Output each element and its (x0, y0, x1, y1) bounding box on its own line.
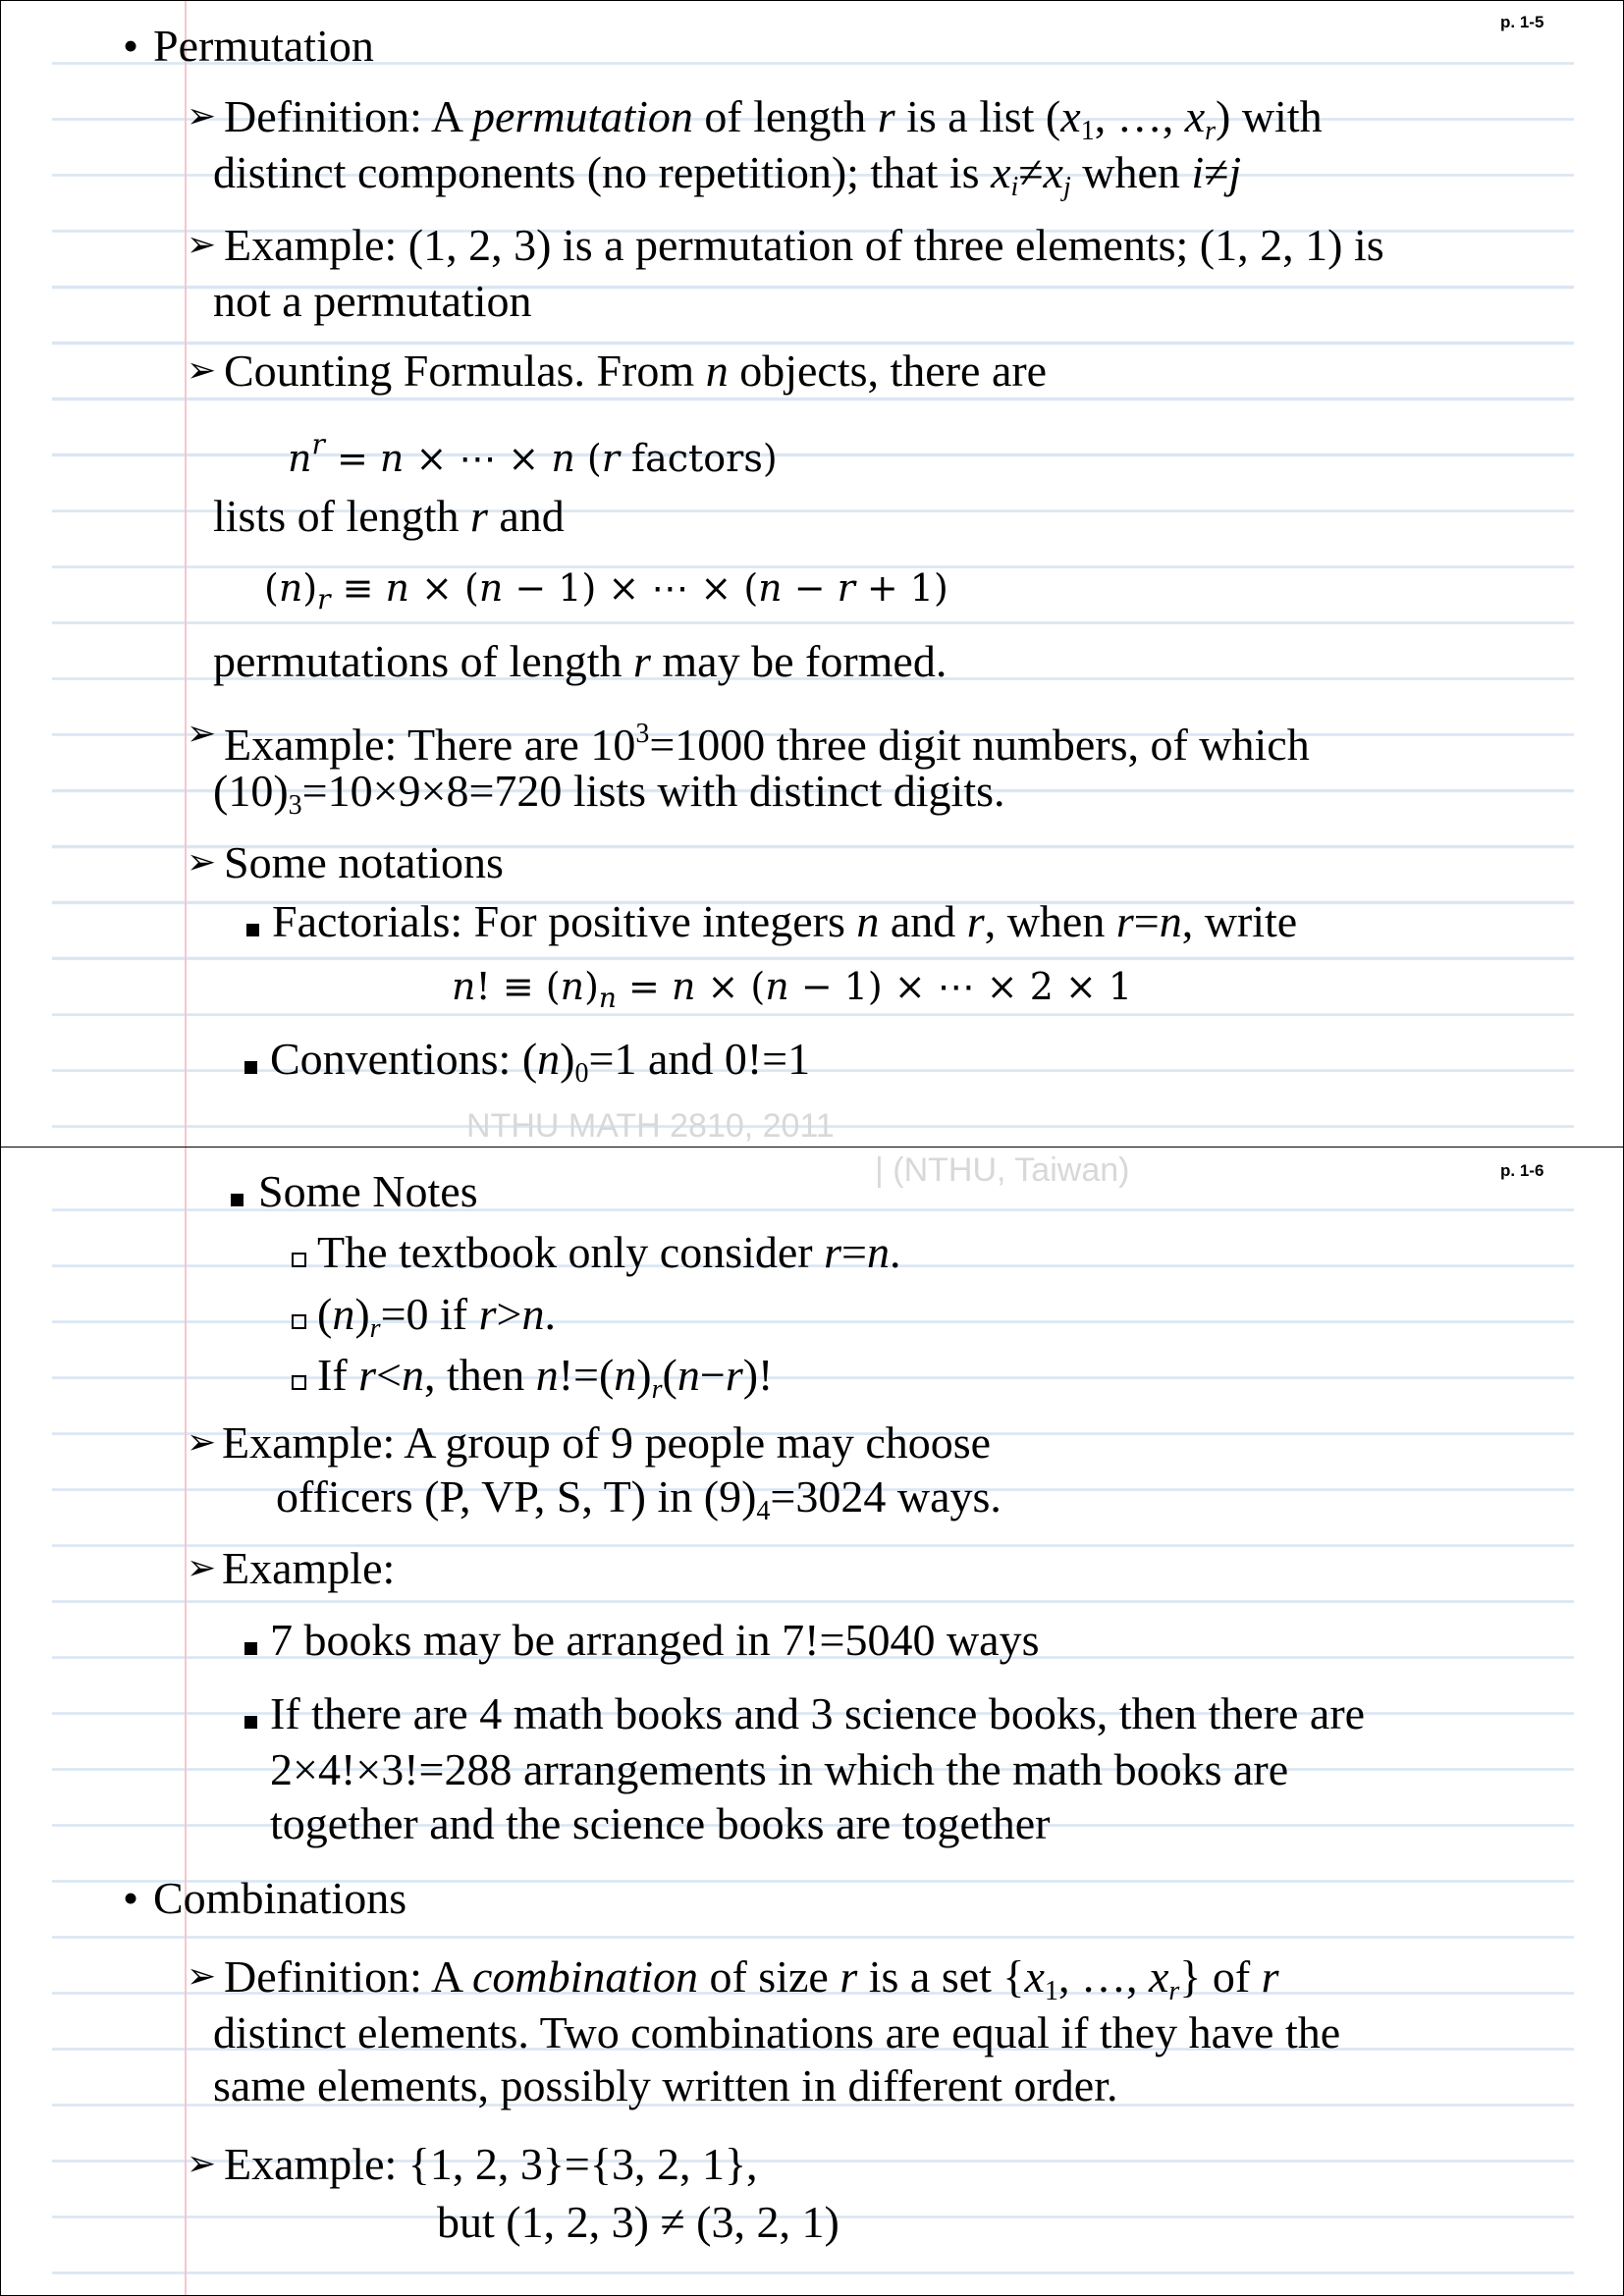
text-segment: but (1, 2, 3) ≠ (3, 2, 1) (437, 2197, 839, 2247)
text-segment: ( (317, 1289, 333, 1339)
formula-factorial (452, 959, 1132, 1026)
text-segment: ) (302, 566, 318, 610)
text-segment: )! (742, 1350, 774, 1400)
text-segment: permutations of length (213, 636, 633, 686)
left-edge (1, 1, 52, 1147)
example-item (270, 1686, 1365, 1741)
text-segment: (10) (213, 766, 289, 816)
text-segment: r (651, 1374, 663, 1405)
text-segment: , …, (1094, 91, 1185, 141)
text-segment: =1000 three digit numbers, of which (649, 720, 1310, 770)
text-segment: − (699, 1350, 726, 1400)
text-segment: r (601, 437, 620, 480)
text-segment: not a permutation (213, 276, 532, 326)
text-segment: r (469, 491, 488, 541)
text-segment: Example: {1, 2, 3}={3, 2, 1}, (224, 2139, 758, 2189)
text-segment: ≡ (330, 566, 386, 610)
text-segment: n (598, 982, 617, 1014)
example-line (213, 274, 531, 329)
text-segment: x (1043, 147, 1063, 197)
definition-line (213, 145, 1241, 215)
text-segment: together and the science books are together (270, 1798, 1051, 1848)
text-segment: permutation (472, 91, 693, 141)
text-segment: n (288, 437, 312, 480)
example-line (224, 2137, 758, 2192)
factorials-line (272, 894, 1297, 949)
text-segment: n (671, 965, 696, 1008)
bullet-icon: • (123, 21, 139, 71)
text-segment: 4 (756, 1496, 771, 1526)
text-segment: ) (560, 1034, 575, 1084)
text-segment: Example: (222, 1543, 396, 1593)
hollow-square-bullet-icon (292, 1287, 306, 1342)
watermark-course: NTHU MATH 2810, 2011 (466, 1107, 835, 1145)
right-edge (1574, 1148, 1623, 2295)
text-segment: n (332, 1289, 355, 1339)
note-item (317, 1225, 900, 1280)
text-segment: and (487, 491, 565, 541)
text-segment: =3024 ways. (770, 1471, 1001, 1522)
text-segment: of length (692, 91, 878, 141)
conventions-line (270, 1032, 810, 1101)
text-segment: = (841, 1227, 867, 1277)
text-segment: 1 (1044, 1976, 1058, 2006)
text-segment: x (1148, 1951, 1169, 2002)
text-segment: = (1133, 896, 1160, 946)
text-segment: = (324, 437, 380, 480)
text-segment: distinct elements. Two combinations are equal if they have the (213, 2007, 1341, 2057)
text-segment: Example: There are 10 (224, 720, 636, 770)
text-segment: × ( (695, 965, 766, 1008)
example-line (222, 1415, 991, 1470)
text-segment: ( (574, 437, 602, 480)
text-segment: . (889, 1227, 901, 1277)
example-line (224, 218, 1384, 273)
text-segment: r (725, 1350, 743, 1400)
text-segment: n (478, 566, 504, 610)
text-segment: when (1070, 147, 1192, 197)
text-segment: n (402, 1350, 424, 1400)
text-segment: Example: (1, 2, 3) is a permutation of three elements; (1, 2, 1) is (224, 220, 1384, 270)
example-item (270, 1796, 1050, 1851)
text-segment: + 1) (854, 566, 948, 610)
square-bullet-icon (231, 1164, 244, 1219)
text-segment: r (837, 566, 855, 610)
counting-line (224, 344, 1047, 399)
page-label: p. 1-5 (1500, 13, 1544, 31)
text-segment: distinct components (no repetition); that is (213, 147, 992, 197)
text-segment: ≠ (1018, 147, 1044, 197)
note-item (317, 1348, 773, 1417)
margin-line (185, 1, 187, 1147)
page-label: p. 1-6 (1500, 1161, 1544, 1180)
text-segment: n (1159, 896, 1182, 946)
text-segment: , write (1181, 896, 1298, 946)
text-segment: Factorials: For positive integers (272, 896, 857, 946)
text-segment: 2×4!×3!=288 arrangements in which the math books are (270, 1744, 1289, 1794)
text-segment: x (1060, 91, 1081, 141)
heading-combinations (153, 1871, 406, 1926)
text-segment: r (1168, 1976, 1180, 2006)
text-segment: 3 (635, 719, 650, 749)
arrow-bullet-icon: ➢ (187, 225, 217, 265)
text-segment: r (966, 896, 985, 946)
note-item (317, 1287, 556, 1357)
right-edge (1574, 1, 1623, 1147)
text-segment: Definition: A (224, 1951, 472, 2002)
text-segment: r (1115, 896, 1134, 946)
arrow-bullet-icon: ➢ (187, 350, 217, 391)
text-segment: , …, (1057, 1951, 1149, 2002)
text-segment: r (369, 1313, 381, 1344)
hollow-square-bullet-icon (292, 1225, 306, 1280)
text-segment: and (879, 896, 967, 946)
square-bullet-icon (244, 1032, 257, 1087)
text-segment: Conventions: ( (270, 1034, 538, 1084)
text-segment: ( (264, 566, 279, 610)
text-segment: r (478, 1289, 497, 1339)
notations-line (224, 835, 504, 890)
definition-line (213, 2005, 1340, 2060)
text-segment: r (824, 1227, 842, 1277)
text-segment: n (551, 437, 575, 480)
text-segment: ) with (1216, 91, 1323, 141)
example-item (270, 1613, 1039, 1668)
text-segment: The textbook only consider (317, 1227, 825, 1277)
text-segment: r (632, 636, 651, 686)
bullet-icon: • (123, 1873, 139, 1923)
text-segment: n (521, 1289, 545, 1339)
text-segment: j (1228, 147, 1242, 197)
text-line (213, 634, 947, 689)
formula-falling-factorial (264, 561, 948, 627)
text-segment: r (1261, 1951, 1279, 2002)
definition-line (213, 2058, 1117, 2113)
text-segment: < (376, 1350, 402, 1400)
text-segment: n (677, 1350, 700, 1400)
text-segment: i (1191, 147, 1205, 197)
text-segment: Combinations (153, 1873, 407, 1923)
text-segment: i (1010, 172, 1019, 202)
text-segment: objects, there are (728, 346, 1048, 396)
text-segment: 3 (288, 790, 302, 821)
text-segment: r (877, 91, 895, 141)
text-segment: If (317, 1350, 359, 1400)
slide-page-1-6 (0, 1147, 1624, 2296)
hollow-square-bullet-icon (292, 1348, 306, 1403)
text-segment: n (385, 566, 410, 610)
text-segment: Example: A group of 9 people may choose (222, 1417, 992, 1468)
arrow-bullet-icon: ➢ (187, 96, 217, 136)
text-segment: n (765, 965, 789, 1008)
square-bullet-icon (246, 894, 259, 949)
text-segment: j (1062, 172, 1071, 202)
text-segment: r (358, 1350, 377, 1400)
text-segment: r (839, 1951, 858, 2002)
text-segment: n (278, 566, 303, 610)
text-segment: − 1) × ⋯ × 2 × 1 (788, 965, 1133, 1008)
arrow-bullet-icon: ➢ (187, 842, 217, 882)
text-segment: If there are 4 math books and 3 science books, then there are (270, 1688, 1366, 1738)
text-segment: lists of length (213, 491, 470, 541)
text-segment: } of (1179, 1951, 1262, 2002)
text-segment: Definition: A (224, 91, 472, 141)
text-segment: × ( (409, 566, 479, 610)
example-line (222, 1541, 395, 1596)
text-line (213, 489, 565, 544)
example-item (270, 1742, 1288, 1797)
text-segment: !=( (558, 1350, 615, 1400)
arrow-bullet-icon: ➢ (187, 1956, 217, 1997)
margin-line (185, 1148, 187, 2295)
text-segment: =0 if (380, 1289, 479, 1339)
text-segment: x (991, 147, 1011, 197)
text-segment: n (537, 1034, 561, 1084)
text-segment: . (544, 1289, 556, 1339)
text-segment: ) (584, 965, 599, 1008)
text-segment: Permutation (153, 21, 374, 71)
text-segment: , when (984, 896, 1116, 946)
text-segment: officers (P, VP, S, T) in (9) (276, 1471, 757, 1522)
watermark-affiliation: | (NTHU, Taiwan) (875, 1151, 1130, 1189)
text-segment: of size (697, 1951, 840, 2002)
text-segment: − (782, 566, 838, 610)
text-segment: n (614, 1350, 637, 1400)
text-segment: is a set { (857, 1951, 1025, 2002)
text-segment: n (560, 965, 585, 1008)
text-segment: n (758, 566, 783, 610)
arrow-bullet-icon: ➢ (187, 714, 217, 754)
square-bullet-icon (244, 1686, 257, 1741)
text-segment: = (616, 965, 672, 1008)
text-segment: Some Notes (258, 1166, 478, 1216)
example-line (224, 707, 1310, 773)
example-line (437, 2195, 839, 2250)
arrow-bullet-icon: ➢ (187, 2144, 217, 2184)
text-segment: ) (354, 1289, 370, 1339)
formula-power (288, 417, 778, 486)
text-segment: > (496, 1289, 522, 1339)
example-line (276, 1469, 1001, 1539)
text-segment: combination (472, 1951, 698, 2002)
arrow-bullet-icon: ➢ (187, 1548, 217, 1588)
example-line (213, 764, 1005, 833)
text-segment: Counting Formulas. From (224, 346, 706, 396)
text-segment: ) (636, 1350, 652, 1400)
text-segment: ≠ (1204, 147, 1229, 197)
text-segment: is a list ( (894, 91, 1061, 141)
text-segment: , then (424, 1350, 536, 1400)
text-segment: − 1) × ⋯ × ( (503, 566, 759, 610)
text-segment: =1 and 0!=1 (588, 1034, 811, 1084)
text-segment: r (317, 583, 331, 615)
text-segment: 0 (574, 1058, 589, 1089)
text-segment: Some notations (224, 837, 504, 887)
text-segment: n (379, 437, 405, 480)
text-segment: ! ≡ ( (475, 965, 561, 1008)
text-segment: factors) (619, 437, 778, 480)
heading-permutation (153, 19, 374, 74)
text-segment: n (535, 1350, 559, 1400)
text-segment: =10×9×8=720 lists with distinct digits. (301, 766, 1005, 816)
text-segment: r (311, 428, 325, 460)
text-segment: x (1024, 1951, 1045, 2002)
square-bullet-icon (244, 1613, 257, 1668)
text-segment: x (1184, 91, 1206, 141)
text-segment: n (856, 896, 880, 946)
text-segment: n (452, 965, 476, 1008)
text-segment: ( (662, 1350, 677, 1400)
text-segment: n (705, 346, 729, 396)
text-segment: 7 books may be arranged in 7!=5040 ways (270, 1615, 1040, 1665)
text-segment: may be formed. (650, 636, 947, 686)
notes-heading (258, 1164, 478, 1219)
left-edge (1, 1148, 52, 2295)
text-segment: × ⋯ × (404, 437, 552, 480)
text-segment: same elements, possibly written in different order. (213, 2060, 1118, 2110)
text-segment: 1 (1080, 116, 1095, 146)
arrow-bullet-icon: ➢ (187, 1422, 217, 1463)
text-segment: n (866, 1227, 890, 1277)
text-segment: r (1205, 116, 1217, 146)
